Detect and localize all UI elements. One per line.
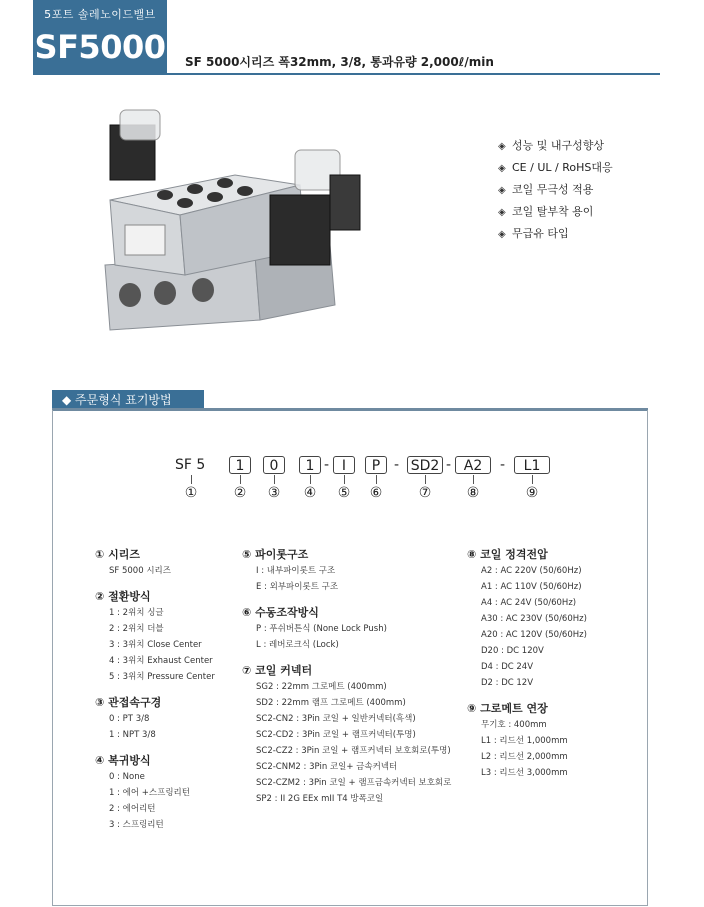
group-item: I : 내부파이롯트 구조 <box>256 566 336 576</box>
code-box: L1 <box>514 456 550 474</box>
spec-group-grommet <box>467 701 587 781</box>
feature-item: ◈ CE / UL / RoHS대응 <box>498 160 613 182</box>
group-item: 1 : NPT 3/8 <box>109 730 156 740</box>
group-item: SC2-CN2 : 3Pin 코일 + 일반커넥터(흑색) <box>256 714 416 724</box>
group-item: 0 : PT 3/8 <box>109 714 150 724</box>
group-item: A2 : AC 220V (50/60Hz) <box>481 566 582 576</box>
code-dash: - <box>446 457 452 473</box>
code-box: 1 <box>229 456 251 474</box>
group-item: 3 : 스프링리턴 <box>109 820 164 830</box>
group-title: ⑧ 코일 정격전압 <box>467 548 548 561</box>
spec-group-voltage <box>467 547 587 691</box>
tick-line <box>473 475 474 484</box>
code-box: 0 <box>263 456 285 474</box>
feature-item: ◈ 무급유 타입 <box>498 226 613 248</box>
group-item: A20 : AC 120V (50/60Hz) <box>481 630 587 640</box>
spec-group-connector <box>242 663 451 807</box>
code-number: ⑤ <box>337 485 351 501</box>
group-item: D20 : DC 120V <box>481 646 544 656</box>
group-item: 2 : 2위치 더블 <box>109 624 164 634</box>
tick-line <box>310 475 311 484</box>
tick-line <box>376 475 377 484</box>
group-title: ① 시리즈 <box>95 548 141 561</box>
group-item: A4 : AC 24V (50/60Hz) <box>481 598 577 608</box>
code-number: ⑨ <box>525 485 539 501</box>
tick-line <box>274 475 275 484</box>
code-box: A2 <box>455 456 491 474</box>
group-item: L2 : 리드선 2,000mm <box>481 752 568 762</box>
group-item: SC2-CZM2 : 3Pin 코일 + 램프금속커넥터 보호회로 <box>256 778 452 788</box>
group-title: ⑨ 그로메트 연장 <box>467 702 548 715</box>
spec-column-2 <box>242 547 451 817</box>
spec-group-manual <box>242 605 451 653</box>
header-divider <box>167 73 660 75</box>
group-item: 2 : 에어리턴 <box>109 804 156 814</box>
code-number: ② <box>233 485 247 501</box>
diamond-bullet-icon: ◈ <box>498 229 506 240</box>
diamond-bullet-icon: ◈ <box>498 185 506 196</box>
spec-group-pilot <box>242 547 451 595</box>
code-dash: - <box>394 457 400 473</box>
group-item: 무기호 : 400mm <box>481 720 547 730</box>
group-title: ⑤ 파이롯구조 <box>242 548 309 561</box>
spec-group-series <box>95 547 215 579</box>
spec-group-return <box>95 753 215 833</box>
code-box: P <box>365 456 387 474</box>
group-title: ⑥ 수동조작방식 <box>242 606 319 619</box>
diamond-bullet-icon: ◈ <box>498 141 506 152</box>
group-title: ④ 복귀방식 <box>95 754 151 767</box>
tick-line <box>425 475 426 484</box>
group-item: SF 5000 시리즈 <box>109 566 171 576</box>
code-dash: - <box>500 457 506 473</box>
group-item: E : 외부파이롯트 구조 <box>256 582 339 592</box>
group-title: ⑦ 코일 커넥터 <box>242 664 313 677</box>
tick-line <box>344 475 345 484</box>
group-item: L3 : 리드선 3,000mm <box>481 768 568 778</box>
spec-group-switching <box>95 589 215 685</box>
group-item: SP2 : II 2G EEx mII T4 방폭코일 <box>256 794 384 804</box>
group-item: A1 : AC 110V (50/60Hz) <box>481 582 582 592</box>
group-item: 5 : 3위치 Pressure Center <box>109 672 215 682</box>
group-item: D4 : DC 24V <box>481 662 534 672</box>
code-number: ⑧ <box>466 485 480 501</box>
feature-item: ◈ 코일 무극성 적용 <box>498 182 613 204</box>
group-title: ② 절환방식 <box>95 590 151 603</box>
tick-line <box>240 475 241 484</box>
code-number: ⑥ <box>369 485 383 501</box>
spec-column-1 <box>95 547 215 843</box>
feature-item: ◈ 코일 탈부착 용이 <box>498 204 613 226</box>
code-box: SD2 <box>407 456 443 474</box>
code-dash: - <box>324 457 330 473</box>
group-item: L : 레버로크식 (Lock) <box>256 640 339 650</box>
diamond-bullet-icon: ◈ <box>498 207 506 218</box>
group-item: 0 : None <box>109 772 145 782</box>
group-item: A30 : AC 230V (50/60Hz) <box>481 614 587 624</box>
group-title: ③ 관접속구경 <box>95 696 162 709</box>
code-number: ③ <box>267 485 281 501</box>
group-item: SC2-CZ2 : 3Pin 코일 + 램프커넥터 보호회로(투명) <box>256 746 451 756</box>
header-small-title: 5포트 솔레노이드밸브 <box>44 8 156 21</box>
feature-item: ◈ 성능 및 내구성향상 <box>498 138 613 160</box>
diamond-bullet-icon: ◈ <box>498 163 506 174</box>
header-box <box>33 0 167 75</box>
product-image <box>85 105 385 355</box>
group-item: SG2 : 22mm 그로메트 (400mm) <box>256 682 387 692</box>
code-prefix: SF 5 <box>175 457 206 473</box>
order-section-title: ◆ 주문형식 표기방법 <box>52 390 204 410</box>
group-item: P : 푸쉬버튼식 (None Lock Push) <box>256 624 387 634</box>
group-item: 4 : 3위치 Exhaust Center <box>109 656 213 666</box>
code-number: ① <box>184 485 198 501</box>
code-box: I <box>333 456 355 474</box>
group-item: L1 : 리드선 1,000mm <box>481 736 568 746</box>
tick-line <box>532 475 533 484</box>
group-item: 1 : 2위치 싱글 <box>109 608 164 618</box>
spec-column-3 <box>467 547 587 791</box>
product-subtitle: SF 5000시리즈 폭32mm, 3/8, 통과유량 2,000ℓ/min <box>185 55 494 69</box>
group-item: 3 : 3위치 Close Center <box>109 640 202 650</box>
code-box: 1 <box>299 456 321 474</box>
group-item: D2 : DC 12V <box>481 678 534 688</box>
feature-list <box>498 138 613 248</box>
model-title: SF5000 <box>34 28 166 66</box>
group-item: SC2-CNM2 : 3Pin 코일+ 금속커넥터 <box>256 762 398 772</box>
spec-group-port <box>95 695 215 743</box>
group-item: 1 : 에어 +스프링리턴 <box>109 788 190 798</box>
code-number: ④ <box>303 485 317 501</box>
code-number: ⑦ <box>418 485 432 501</box>
group-item: SC2-CD2 : 3Pin 코일 + 램프커넥터(투명) <box>256 730 416 740</box>
group-item: SD2 : 22mm 램프 그로메트 (400mm) <box>256 698 406 708</box>
tick-line <box>191 475 192 484</box>
